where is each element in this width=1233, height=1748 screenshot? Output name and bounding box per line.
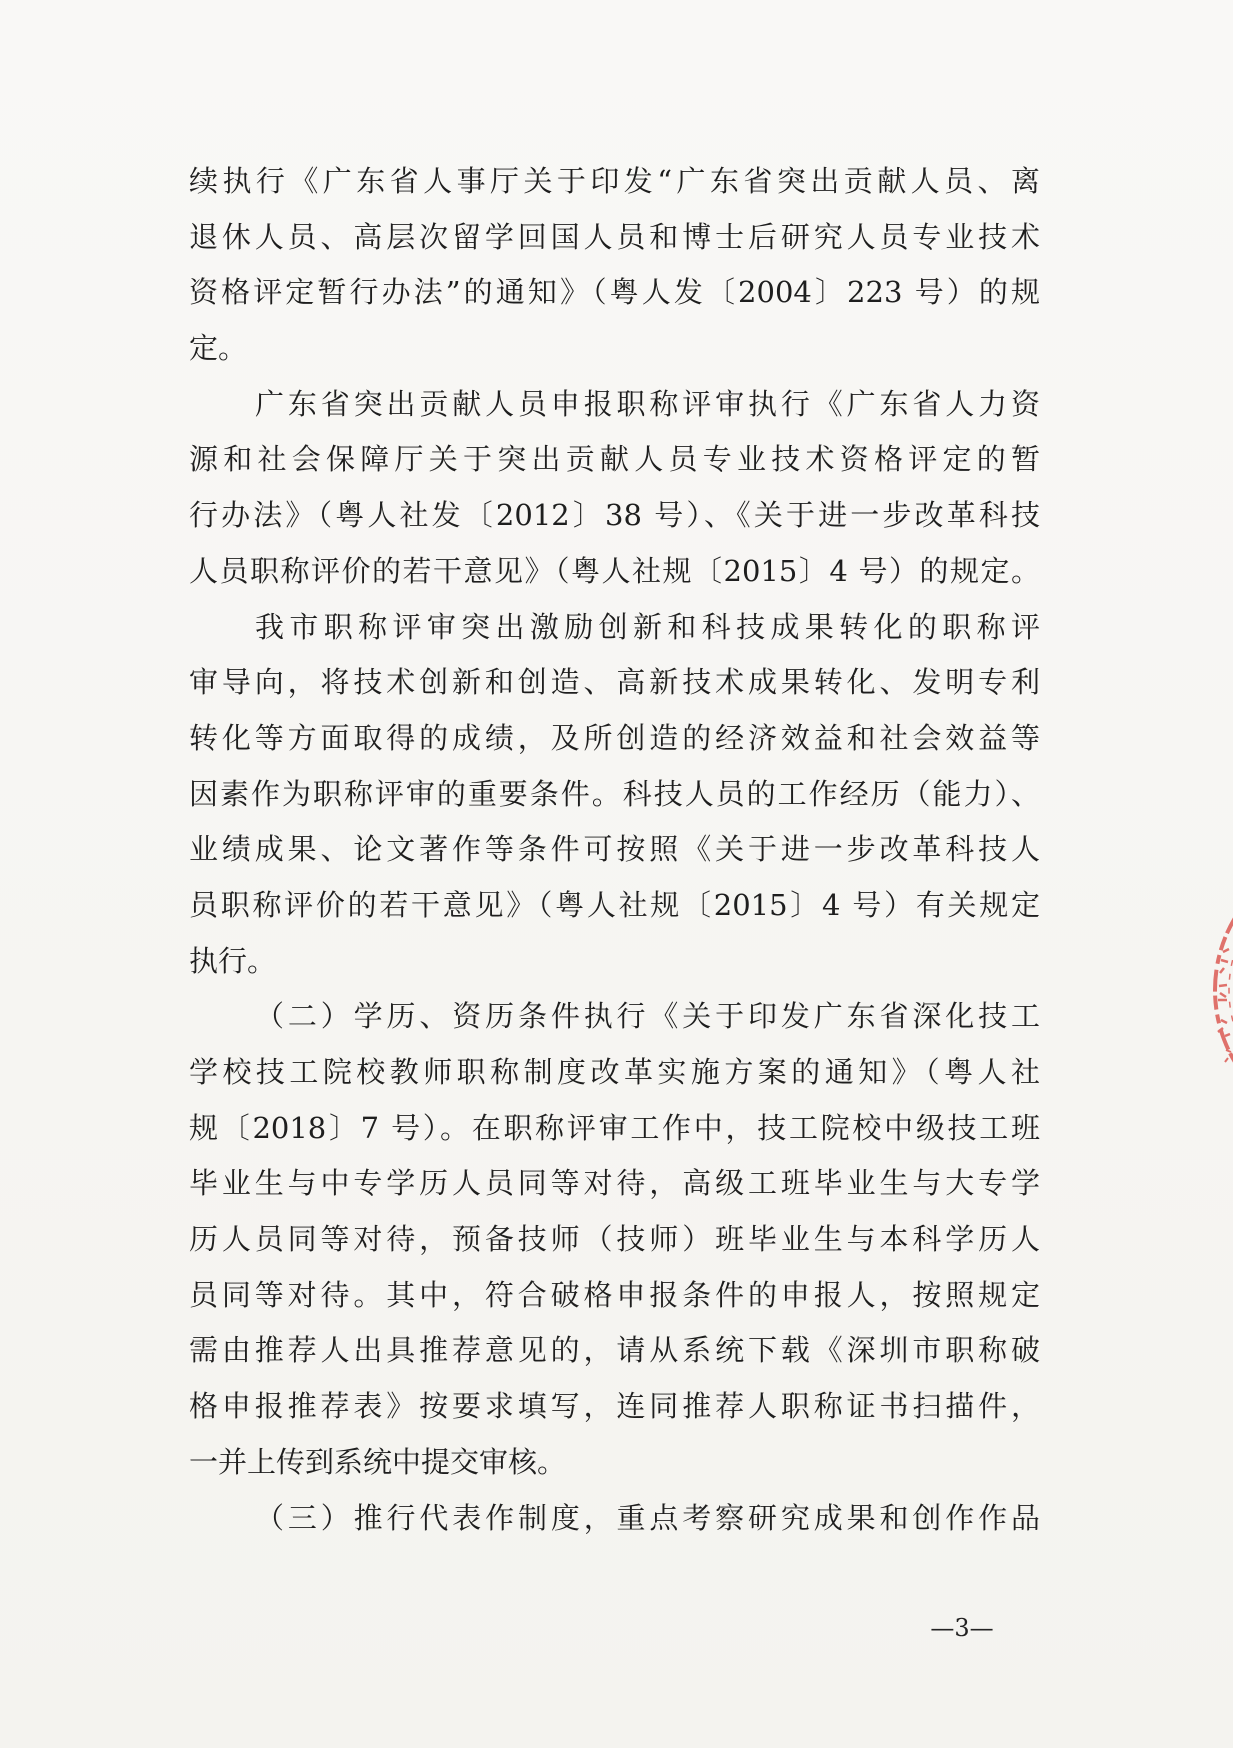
paragraph — [189, 1491, 1040, 1547]
text-line: 学校技工院校教师职称制度改革实施方案的通知》（粤人社 — [189, 1055, 1040, 1089]
text-line: 续执行《广东省人事厅关于印发“广东省突出贡献人员、离 — [189, 164, 1040, 198]
text-line: 员职称评价的若干意见》（粤人社规〔2015〕4 号）有关规定 — [189, 887, 1040, 922]
text-line: 广东省突出贡献人员申报职称评审执行《广东省人力资 — [255, 386, 1040, 421]
text-line: 人员职称评价的若干意见》（粤人社规〔2015〕4 号）的规定。 — [189, 553, 1040, 588]
paragraph — [189, 377, 1040, 600]
paragraph — [189, 154, 1040, 377]
text-line: 行办法》（粤人社发〔2012〕38 号）、《关于进一步改革科技 — [189, 498, 1040, 533]
text-line: 资格评定暂行办法”的通知》（粤人发〔2004〕223 号）的规 — [189, 275, 1040, 310]
text-line: 历人员同等对待，预备技师（技师）班毕业生与本科学历人 — [189, 1222, 1040, 1257]
text-line: 业绩成果、论文著作等条件可按照《关于进一步改革科技人 — [189, 832, 1040, 867]
text-line: 需由推荐人出具推荐意见的，请从系统下载《深圳市职称破 — [189, 1333, 1040, 1368]
text-line: 定。 — [189, 331, 248, 366]
text-line: 一并上传到系统中提交审核。 — [189, 1444, 567, 1479]
text-line: 退休人员、高层次留学回国人员和博士后研究人员专业技术 — [189, 219, 1040, 254]
text-line: 因素作为职称评审的重要条件。科技人员的工作经历（能力）、 — [189, 776, 1040, 811]
text-line: 毕业生与中专学历人员同等对待，高级工班毕业生与大专学 — [189, 1166, 1040, 1201]
paragraph — [189, 600, 1040, 990]
text-line: （三）推行代表作制度，重点考察研究成果和创作作品 — [255, 1500, 1040, 1535]
text-line: （二）学历、资历条件执行《关于印发广东省深化技工 — [255, 999, 1040, 1034]
paragraph — [189, 989, 1040, 1490]
official-seal-stamp — [1193, 860, 1233, 1120]
text-line: 员同等对待。其中，符合破格申报条件的申报人，按照规定 — [189, 1277, 1040, 1312]
text-line: 执行。 — [189, 943, 277, 978]
text-line: 规〔2018〕7 号）。在职称评审工作中，技工院校中级技工班 — [189, 1110, 1040, 1145]
text-line: 格申报推荐表》按要求填写，连同推荐人职称证书扫描件， — [189, 1389, 1040, 1424]
text-line: 转化等方面取得的成绩，及所创造的经济效益和社会效益等 — [189, 720, 1040, 755]
text-line: 审导向，将技术创新和创造、高新技术成果转化、发明专利 — [189, 665, 1040, 700]
page-number: —3— — [930, 1614, 994, 1642]
body-text — [189, 154, 1040, 1546]
text-line: 我市职称评审突出激励创新和科技成果转化的职称评 — [255, 609, 1040, 644]
text-line: 源和社会保障厅关于突出贡献人员专业技术资格评定的暂 — [189, 442, 1040, 477]
